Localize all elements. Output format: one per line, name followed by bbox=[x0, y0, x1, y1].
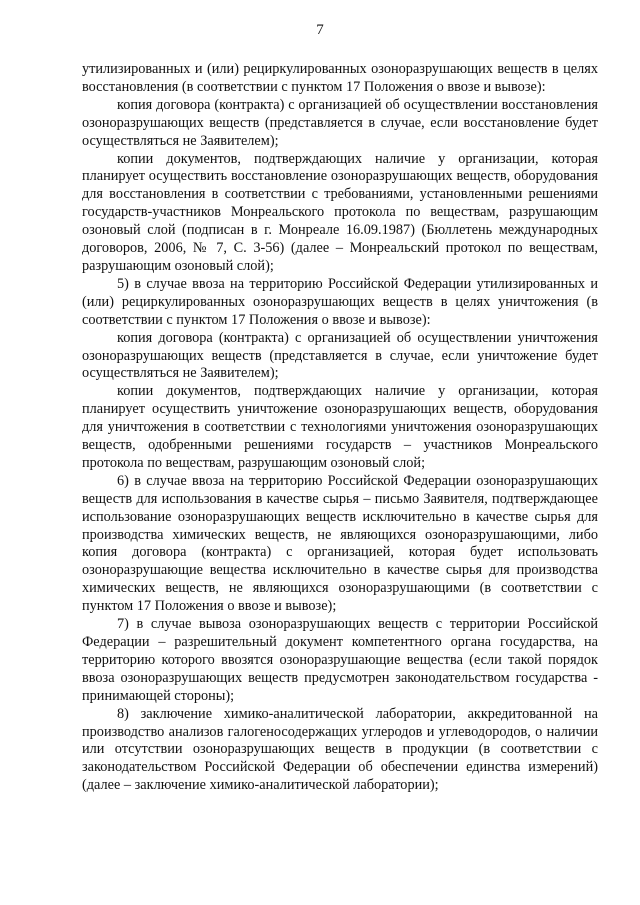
paragraph-item-6: 6) в случае ввоза на территорию Российской Федерации озоноразрушающих веществ для использования в качестве сырья – письмо Заявителя, подтверждающее использование озоноразрушающих веществ исключительно в качестве сырья для производства химических веществ, не являющихся озоноразрушающими, либо копия договора (контракта) с организацией, которая будет использовать озоноразрушающие вещества исключительно в качестве сырья для производства химических веществ, не являющихся озоноразрушающими (в соответствии с пунктом 17 Положения о ввозе и вывозе); bbox=[82, 472, 598, 615]
paragraph-continuation: утилизированных и (или) рециркулированных озоноразрушающих веществ в целях восстановления (в соответствии с пунктом 17 Положения о ввозе и вывозе): bbox=[82, 61, 598, 95]
paragraph-item-7: 7) в случае вывоза озоноразрушающих веществ с территории Российской Федерации – разрешительный документ компетентного органа государства, на территорию которого ввозятся озоноразрушающие вещества (если такой порядок ввоза озоноразрушающих веществ предусмотрен законодательством государства - принимающей стороны); bbox=[82, 616, 598, 704]
document-body bbox=[82, 61, 598, 795]
paragraph-destruction-contract: копия договора (контракта) с организацией об осуществлении уничтожения озоноразрушающих веществ (представляется в случае, если уничтожение будет осуществляться не Заявителем); bbox=[82, 329, 598, 382]
paragraph-item-8: 8) заключение химико-аналитической лаборатории, аккредитованной на производство анализов галогеносодержащих углеродов и углеводородов, о наличии или отсутствии озоноразрушающих веществ в продукции (в соответствии с законодательством Российской Федерации об обеспечении единства измерений) (далее – заключение химико-аналитической лаборатории); bbox=[82, 705, 598, 794]
paragraph-restoration-documents: копии документов, подтверждающих наличие у организации, которая планирует осуществить восстановление озоноразрушающих веществ, оборудования для восстановления в соответствии с требованиями, установленными решениями государств-участников Монреальского протокола по веществам, разрушающим озоновый слой (подписан в г. Монреале 16.09.1987) (Бюллетень международных договоров, 2006, № 7, С. 3-56) (далее – Монреальский протокол по веществам, разрушающим озоновый слой); bbox=[82, 150, 598, 274]
paragraph-item-5: 5) в случае ввоза на территорию Российской Федерации утилизированных и (или) рециркулированных озоноразрушающих веществ в целях уничтожения (в соответствии с пунктом 17 Положения о ввозе и вывозе): bbox=[82, 275, 598, 328]
paragraph-restoration-contract: копия договора (контракта) с организацией об осуществлении восстановления озоноразрушающих веществ (представляется в случае, если восстановление будет осуществляться не Заявителем); bbox=[82, 96, 598, 149]
page-number: 7 bbox=[316, 22, 324, 38]
paragraph-destruction-documents: копии документов, подтверждающих наличие у организации, которая планирует осуществить уничтожение озоноразрушающих веществ, оборудования для уничтожения в соответствии с технологиями уничтожения озоноразрушающих веществ, одобренными решениями государств – участников Монреальского протокола по веществам, разрушающим озоновый слой; bbox=[82, 383, 598, 471]
